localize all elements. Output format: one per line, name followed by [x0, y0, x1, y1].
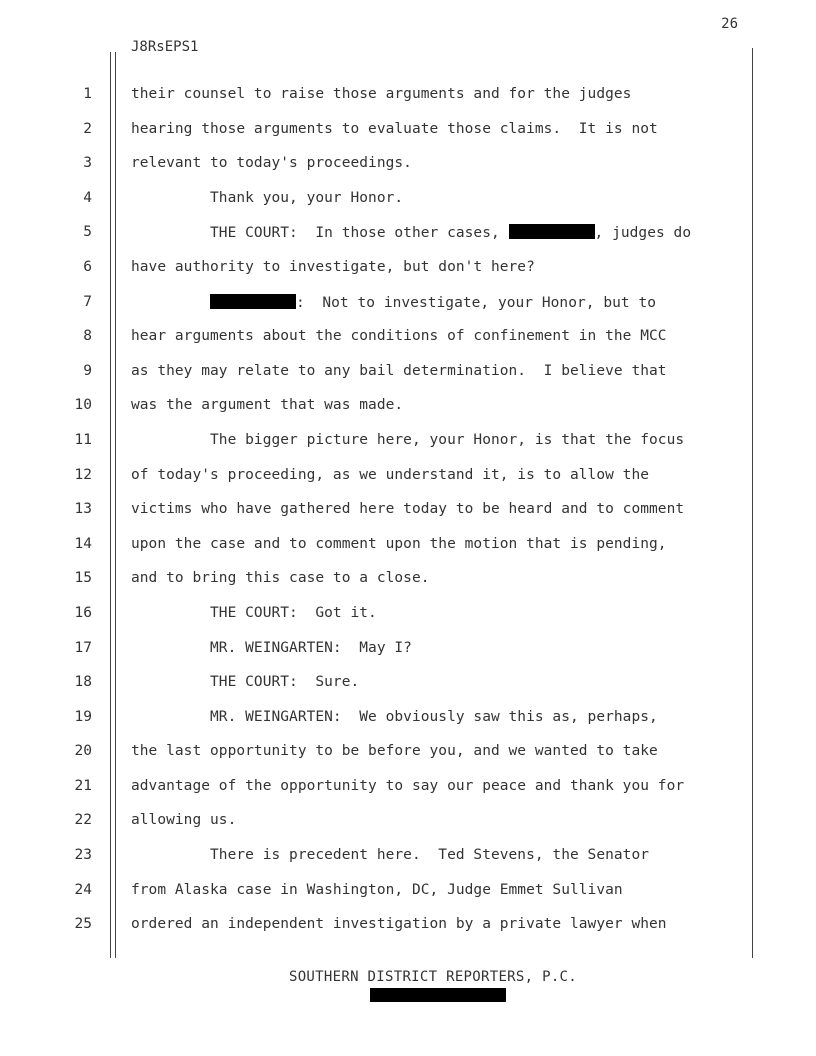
line-text-segment: MR. WEINGARTEN: We obviously saw this as, perhaps,	[131, 708, 658, 725]
line-text-segment: allowing us.	[131, 812, 237, 829]
line-text	[131, 467, 649, 483]
line-text	[131, 294, 656, 311]
footer-redaction	[370, 988, 506, 1002]
transcript-line	[0, 804, 816, 839]
line-text-segment: have authority to investigate, but don't here?	[131, 258, 535, 275]
transcript-line	[0, 424, 816, 459]
line-number: 21	[74, 777, 92, 794]
line-text	[131, 812, 236, 828]
line-text-segment: advantage of the opportunity to say our peace and thank you for	[131, 777, 685, 794]
line-number: 25	[74, 916, 92, 933]
line-text-segment: THE COURT: In those other cases,	[131, 225, 509, 242]
transcript-line	[0, 147, 816, 182]
line-text-segment: , judges do	[594, 225, 692, 242]
line-text-segment: of today's proceeding, as we understand it, is to allow the	[131, 466, 650, 483]
line-number: 19	[74, 708, 92, 725]
line-number: 9	[83, 362, 92, 379]
line-text	[131, 432, 684, 448]
line-number: 2	[83, 120, 92, 137]
line-text	[131, 224, 691, 241]
line-text-segment: as they may relate to any bail determination. I believe that	[131, 362, 667, 379]
transcript-line	[0, 459, 816, 494]
line-text-segment: Thank you, your Honor.	[131, 189, 404, 206]
page-number: 26	[721, 16, 738, 32]
line-number: 7	[83, 293, 92, 310]
transcript-line	[0, 770, 816, 805]
transcript-line	[0, 528, 816, 563]
line-text-segment: ordered an independent investigation by a private lawyer when	[131, 916, 667, 933]
line-text-segment: MR. WEINGARTEN: May I?	[131, 639, 412, 656]
transcript-line	[0, 286, 816, 321]
transcript-line	[0, 632, 816, 667]
line-number: 18	[74, 674, 92, 691]
line-number: 16	[74, 604, 92, 621]
line-text	[131, 397, 403, 413]
transcript-line	[0, 562, 816, 597]
line-text	[131, 709, 658, 725]
line-number: 13	[74, 501, 92, 518]
line-text-segment: the last opportunity to be before you, and we wanted to take	[131, 743, 658, 760]
transcript-line	[0, 355, 816, 390]
redaction-box	[210, 294, 296, 309]
line-number: 24	[74, 881, 92, 898]
line-number: 15	[74, 570, 92, 587]
line-text	[131, 882, 623, 898]
line-text	[131, 536, 667, 552]
line-number: 1	[83, 86, 92, 102]
line-text	[131, 328, 667, 344]
transcript-line	[0, 839, 816, 874]
line-text-segment: THE COURT: Sure.	[131, 674, 360, 691]
transcript-line	[0, 113, 816, 148]
line-text-segment: was the argument that was made.	[131, 397, 404, 414]
line-text-segment: and to bring this case to a close.	[131, 570, 430, 587]
line-number: 23	[74, 847, 92, 864]
line-text-segment: victims who have gathered here today to be heard and to comment	[131, 501, 685, 518]
line-text	[131, 605, 377, 621]
line-text	[131, 501, 684, 517]
line-text-segment: There is precedent here. Ted Stevens, the Senator	[131, 847, 650, 864]
line-text-segment	[131, 295, 210, 311]
line-number: 5	[83, 224, 92, 241]
line-text-segment: their counsel to raise those arguments and for the judges	[131, 86, 632, 102]
line-text-segment: THE COURT: Got it.	[131, 604, 377, 621]
redaction-box	[509, 224, 595, 239]
line-text-segment: upon the case and to comment upon the motion that is pending,	[131, 535, 667, 552]
transcript-line	[0, 874, 816, 909]
line-text	[131, 570, 430, 586]
transcript-line	[0, 389, 816, 424]
line-number: 12	[74, 466, 92, 483]
line-text	[131, 778, 684, 794]
line-number: 11	[74, 431, 92, 448]
transcript-line	[0, 182, 816, 217]
case-id: J8RsEPS1	[131, 39, 199, 55]
line-text-segment: relevant to today's proceedings.	[131, 155, 412, 172]
line-text	[131, 363, 667, 379]
line-number: 22	[74, 812, 92, 829]
transcript-line	[0, 251, 816, 286]
transcript-line	[0, 493, 816, 528]
line-text	[131, 259, 535, 275]
line-text	[131, 674, 359, 690]
line-number: 10	[74, 397, 92, 414]
transcript-line	[0, 597, 816, 632]
transcript-line	[0, 908, 816, 943]
line-text	[131, 155, 412, 171]
line-number: 8	[83, 328, 92, 345]
line-text	[131, 640, 412, 656]
line-number: 3	[83, 155, 92, 172]
line-text	[131, 847, 649, 863]
line-text-segment: hearing those arguments to evaluate those claims. It is not	[131, 120, 658, 137]
transcript-line	[0, 320, 816, 355]
transcript-line	[0, 666, 816, 701]
line-text	[131, 916, 667, 932]
line-number: 20	[74, 743, 92, 760]
line-text	[131, 743, 658, 759]
footer-reporter: SOUTHERN DISTRICT REPORTERS, P.C.	[288, 969, 578, 985]
line-text-segment: : Not to investigate, your Honor, but to	[296, 294, 656, 311]
line-text	[131, 121, 658, 137]
line-text	[131, 190, 403, 206]
transcript-line	[0, 701, 816, 736]
line-text-segment: The bigger picture here, your Honor, is that the focus	[131, 431, 685, 448]
line-number: 17	[74, 639, 92, 656]
line-text	[131, 86, 631, 102]
transcript-line	[0, 78, 816, 113]
transcript-lines	[0, 78, 816, 943]
line-text-segment: from Alaska case in Washington, DC, Judge Emmet Sullivan	[131, 881, 623, 898]
line-number: 14	[74, 535, 92, 552]
transcript-line	[0, 216, 816, 251]
line-number: 4	[83, 189, 92, 206]
line-number: 6	[83, 258, 92, 275]
transcript-line	[0, 735, 816, 770]
line-text-segment: hear arguments about the conditions of confinement in the MCC	[131, 328, 667, 345]
